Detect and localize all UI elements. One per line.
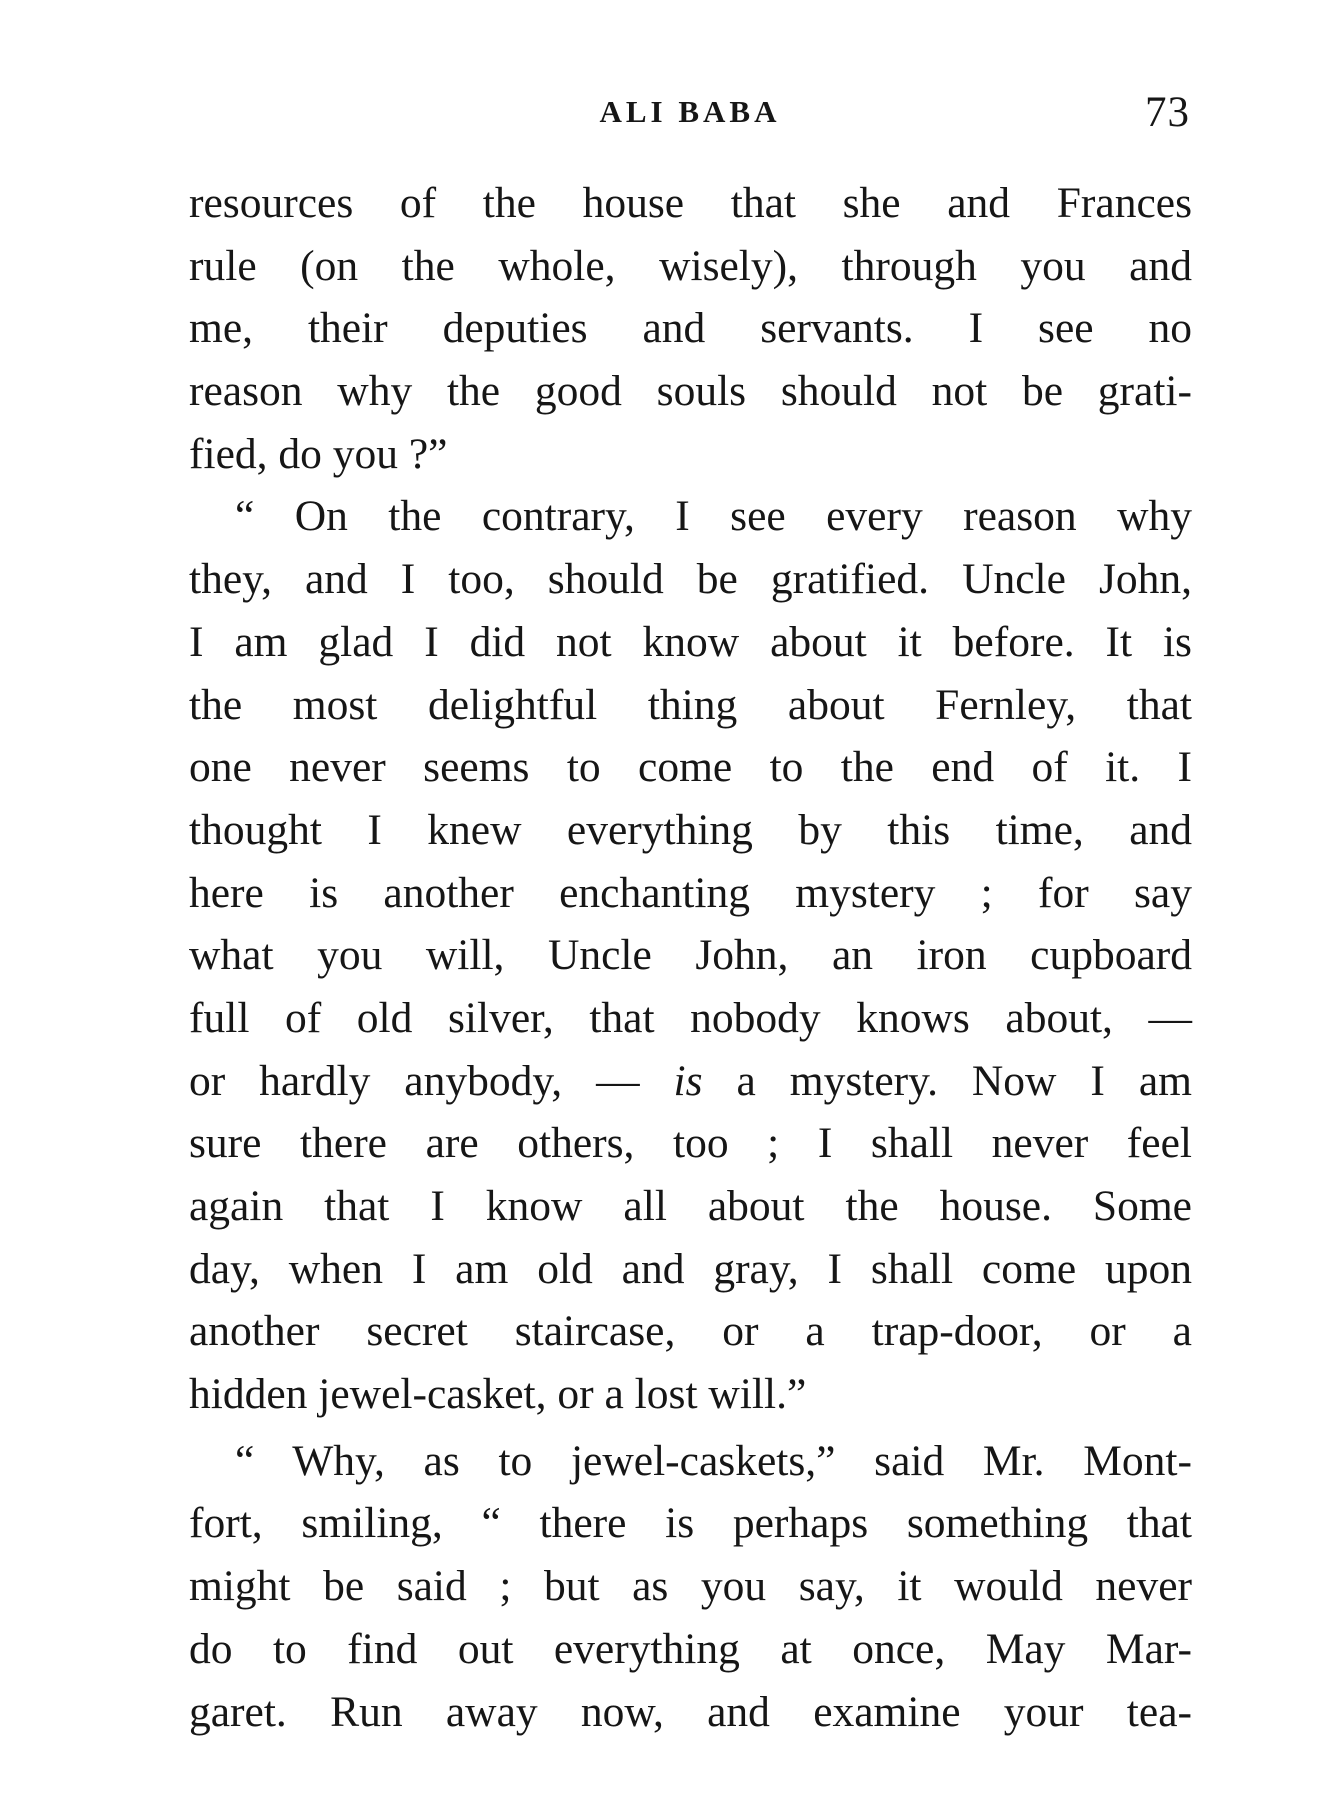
text-line: me, their deputies and servants. I see no: [189, 304, 1192, 353]
running-head: [190, 88, 1190, 148]
line-segment: a mystery. Now I am: [736, 1056, 1192, 1105]
text-line: one never seems to come to the end of it. I: [189, 743, 1192, 792]
text-line: “ Why, as to jewel-caskets,” said Mr. Mont-: [235, 1436, 1192, 1485]
running-title: ALI BABA: [599, 94, 781, 129]
text-line: hidden jewel-casket, or a lost will.”: [189, 1370, 807, 1419]
text-line-with-emphasis: [189, 1050, 1192, 1113]
text-line: what you will, Uncle John, an iron cupboard: [189, 931, 1192, 980]
text-line: another secret staircase, or a trap-door, or a: [189, 1307, 1192, 1356]
text-line: fied, do you ?”: [189, 429, 448, 478]
text-line: reason why the good souls should not be grati-: [189, 367, 1192, 416]
text-line: thought I knew everything by this time, and: [189, 805, 1192, 854]
text-line: again that I know all about the house. Some: [189, 1182, 1192, 1230]
emphasized-word: is: [673, 1056, 703, 1105]
text-line: here is another enchanting mystery ; for say: [189, 868, 1192, 917]
text-line: garet. Run away now, and examine your tea-: [189, 1687, 1192, 1736]
text-line: might be said ; but as you say, it would never: [189, 1562, 1192, 1611]
line-segment: or hardly anybody, —: [189, 1056, 640, 1105]
text-line: fort, smiling, “ there is perhaps something that: [189, 1499, 1192, 1548]
text-line: sure there are others, too ; I shall never feel: [189, 1119, 1192, 1168]
text-line: the most delightful thing about Fernley, that: [189, 680, 1192, 729]
text-line: day, when I am old and gray, I shall come upon: [189, 1244, 1192, 1293]
text-line: rule (on the whole, wisely), through you and: [189, 241, 1192, 290]
page-number: 73: [1145, 89, 1190, 136]
text-line: resources of the house that she and Frances: [189, 179, 1192, 227]
text-line: “ On the contrary, I see every reason why: [235, 492, 1192, 541]
text-line: do to find out everything at once, May Mar-: [189, 1624, 1192, 1673]
text-line: full of old silver, that nobody knows about, —: [189, 993, 1192, 1042]
body-text: [189, 172, 1192, 1743]
text-line: they, and I too, should be gratified. Uncle John,: [189, 555, 1192, 604]
text-line: I am glad I did not know about it before. It is: [189, 617, 1192, 666]
